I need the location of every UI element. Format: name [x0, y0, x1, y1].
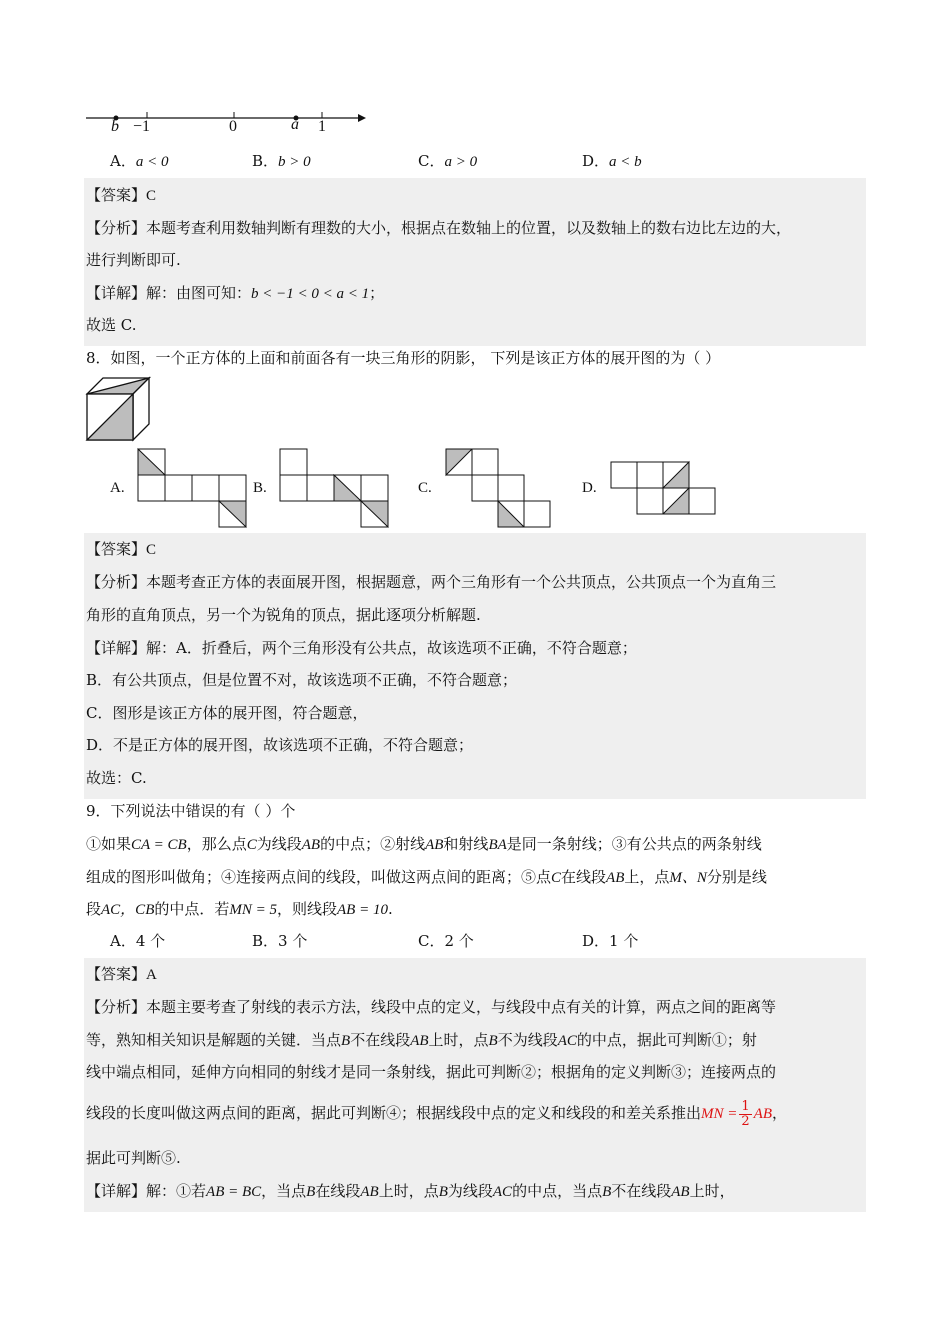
q9-detail-1: 【详解】解：①若AB = BC，当点B在线段AB上时，点B为线段AC的中点，当点B不在线段AB上时， — [86, 1182, 735, 1200]
q9-answer: 【答案】A — [86, 965, 157, 983]
q9-option-c: C．2 个 — [418, 932, 474, 950]
q9-option-a: A．4 个 — [110, 932, 166, 950]
label-a: a — [291, 116, 299, 133]
net-b-label: B. — [253, 480, 267, 496]
q7-detail-1: 【详解】解：由图可知：b < −1 < 0 < a < 1； — [86, 284, 385, 302]
q7-solution-panel — [84, 178, 866, 346]
q7-option-c: C．a > 0 — [418, 152, 478, 170]
number-line-arrow — [358, 114, 366, 122]
label-neg-one: −1 — [133, 118, 151, 135]
q8-analysis-1: 【分析】本题考查正方体的表面展开图，根据题意，两个三角形有一个公共顶点，公共顶点一个为直角三 — [86, 573, 777, 591]
label-b: b — [111, 118, 119, 135]
label-one: 1 — [318, 118, 326, 135]
q8-detail-3: C．图形是该正方体的展开图，符合题意， — [86, 704, 368, 722]
q9-statement-line-1: ①如果CA = CB，那么点C为线段AB的中点；②射线AB和射线BA是同一条射线；③有公共点的两条射线 — [86, 835, 762, 853]
q8-detail-2: B．有公共顶点，但是位置不对，故该选项不正确，不符合题意； — [86, 671, 518, 689]
net-b — [280, 449, 390, 529]
q8-detail-5: 故选：C. — [86, 769, 147, 787]
q7-option-a: A．a < 0 — [110, 152, 169, 170]
q9-statement-line-2: 组成的图形叫做角；④连接两点间的线段，叫做这两点间的距离；⑤点C在线段AB上，点M、N分别是线 — [86, 868, 767, 886]
q9-analysis-4: 线段的长度叫做这两点间的距离，据此可判断④；根据线段中点的定义和线段的和差关系推出MN = $\frac{1}{2}$ AB， — [86, 1098, 788, 1129]
q7-option-b: B．b > 0 — [252, 152, 311, 170]
q7-analysis-2: 进行判断即可. — [86, 251, 181, 269]
net-a — [138, 449, 248, 529]
q7-answer: 【答案】C — [86, 186, 157, 204]
q9-statement-line-3: 段AC，CB的中点．若MN = 5，则线段AB = 10. — [86, 900, 393, 918]
q9-option-b: B．3 个 — [252, 932, 308, 950]
net-d — [611, 462, 721, 518]
q8-detail-1: 【详解】解：A．折叠后，两个三角形没有公共点，故该选项不正确，不符合题意； — [86, 639, 637, 657]
label-zero: 0 — [229, 118, 237, 135]
q7-option-d: D．a < b — [582, 152, 642, 170]
net-c-label: C. — [418, 480, 432, 496]
q9-stem: 9．下列说法中错误的有（ ）个 — [86, 802, 296, 820]
q8-analysis-2: 角形的直角顶点，另一个为锐角的顶点，据此逐项分析解题. — [86, 606, 481, 624]
cube-figure — [87, 378, 153, 442]
q9-analysis-1: 【分析】本题主要考查了射线的表示方法，线段中点的定义，与线段中点有关的计算，两点之间的距离等 — [86, 998, 777, 1016]
q8-detail-4: D．不是正方体的展开图，故该选项不正确，不符合题意； — [86, 736, 474, 754]
net-a-label: A. — [110, 480, 125, 496]
q9-analysis-5: 据此可判断⑤. — [86, 1149, 181, 1167]
q9-option-d: D．1 个 — [582, 932, 639, 950]
fraction-one-half: $\frac{1}{2}$ — [741, 1098, 750, 1129]
q8-answer: 【答案】C — [86, 540, 157, 558]
q9-analysis-3: 线中端点相同，延伸方向相同的射线才是同一条射线，据此可判断②；根据角的定义判断③；连接两点的 — [86, 1063, 777, 1081]
net-d-label: D. — [582, 480, 597, 496]
q7-analysis-1: 【分析】本题考查利用数轴判断有理数的大小，根据点在数轴上的位置，以及数轴上的数右边比左边的大， — [86, 219, 792, 237]
q7-detail-2: 故选 C. — [86, 316, 137, 334]
q8-stem: 8．如图，一个正方体的上面和前面各有一块三角形的阴影， 下列是该正方体的展开图的为（ ） — [86, 349, 721, 367]
q9-analysis-2: 等，熟知相关知识是解题的关键．当点B不在线段AB上时，点B不为线段AC的中点，据此可判断①；射 — [86, 1031, 757, 1049]
net-c — [446, 449, 556, 529]
